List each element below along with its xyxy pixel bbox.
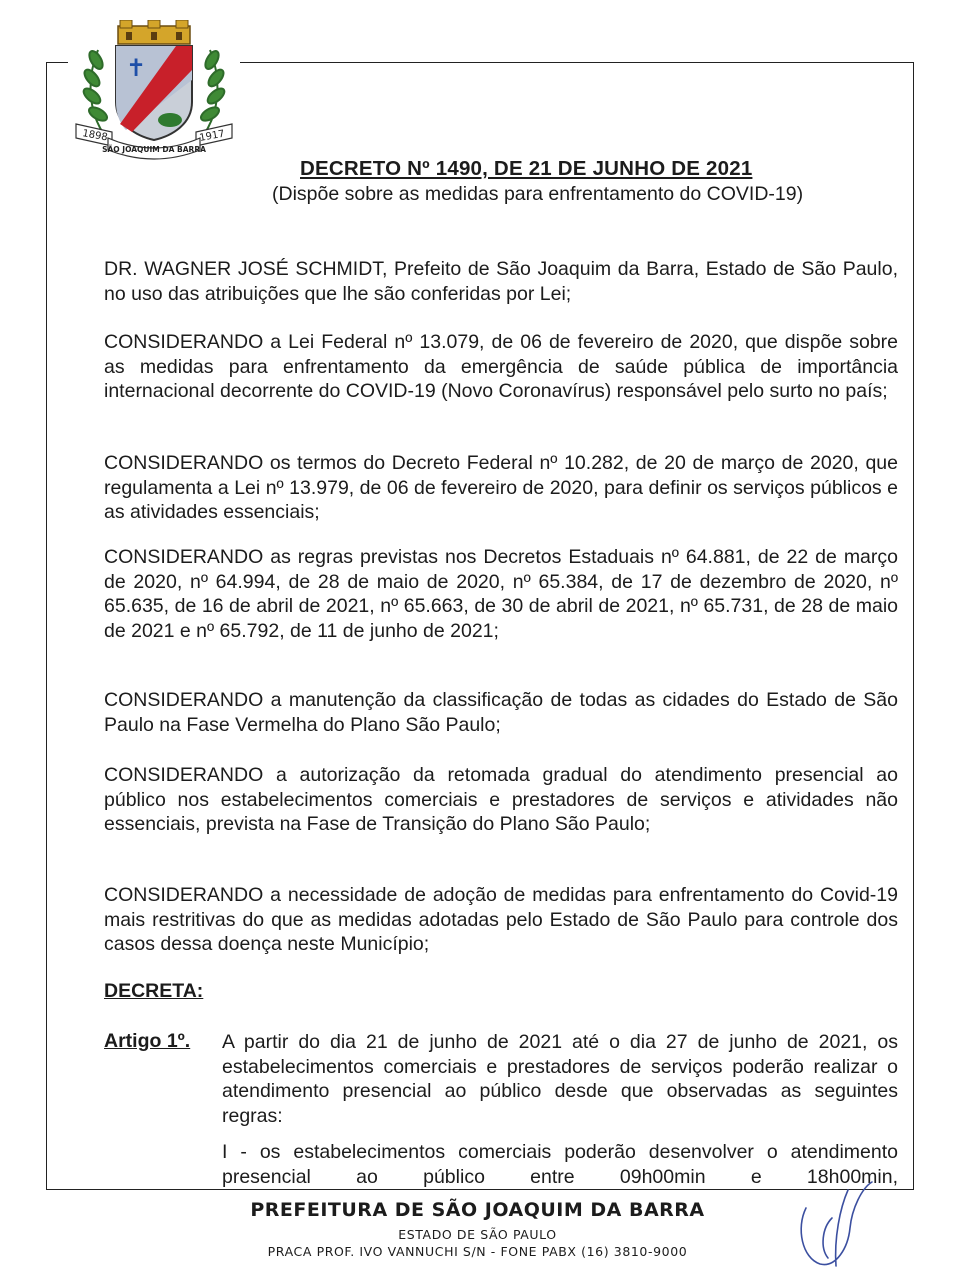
crest-year-left: 1898 xyxy=(81,128,109,144)
municipal-coat-of-arms xyxy=(68,20,240,160)
article-1-inciso-1: I - os estabelecimentos comerciais poderão desenvolver o atendimento presencial ao público entre 09h00min e 18h00min, xyxy=(222,1141,898,1188)
footer-address: PRACA PROF. IVO VANNUCHI S/N - FONE PABX (16) 3810-9000 xyxy=(267,1244,688,1259)
considerando-paragraph: CONSIDERANDO a autorização da retomada gradual do atendimento presencial ao público nos estabelecimentos comerciais e prestadores de serviços e atividades não essenciais, prevista na Fase de Transição do Plano São Paulo; xyxy=(104,764,898,835)
shield xyxy=(116,46,192,140)
decree-subtitle: (Dispõe sobre as medidas para enfrentamento do COVID-19) xyxy=(272,183,804,205)
mural-crown xyxy=(118,20,190,44)
considerando-paragraph: CONSIDERANDO os termos do Decreto Federal nº 10.282, de 20 de março de 2020, que regulamenta a Lei nº 13.979, de 06 de fevereiro de 2020, para definir os serviços públicos e as atividades essenciais; xyxy=(104,452,898,523)
considerando-paragraph: CONSIDERANDO a necessidade de adoção de medidas para enfrentamento do Covid-19 mais restritivas do que as medidas adotadas pelo Estado de São Paulo para controle dos casos dessa doença neste Município; xyxy=(104,884,898,955)
preamble-paragraph: DR. WAGNER JOSÉ SCHMIDT, Prefeito de São Joaquim da Barra, Estado de São Paulo, no uso das atribuições que lhe são conferidas por Lei; xyxy=(104,258,898,305)
considerando-paragraph: CONSIDERANDO a manutenção da classificação de todas as cidades do Estado de São Paulo na Fase Vermelha do Plano São Paulo; xyxy=(104,689,898,736)
article-1-text: A partir do dia 21 de junho de 2021 até o dia 27 de junho de 2021, os estabelecimentos comerciais e prestadores de serviços poderão realizar o atendimento presencial ao público desde que observadas as seguintes regras: xyxy=(222,1031,898,1127)
article-1-label: Artigo 1º. xyxy=(104,1030,191,1052)
footer-state: ESTADO DE SÃO PAULO xyxy=(398,1227,557,1242)
handwritten-signature xyxy=(792,1178,882,1270)
considerando-paragraph: CONSIDERANDO a Lei Federal nº 13.079, de 06 de fevereiro de 2020, que dispõe sobre as medidas para enfrentamento da emergência de saúde pública de importância internacional decorrente do COVID-19 (Novo Coronavírus) responsável pelo surto no país; xyxy=(104,331,898,402)
decree-title: DECRETO Nº 1490, DE 21 DE JUNHO DE 2021 xyxy=(300,157,753,180)
footer-prefeitura-name: PREFEITURA DE SÃO JOAQUIM DA BARRA xyxy=(250,1199,705,1221)
svg-text:✝: ✝ xyxy=(126,54,147,82)
considerando-paragraph: CONSIDERANDO as regras previstas nos Decretos Estaduais nº 64.881, de 22 de março de 2020, nº 64.994, de 28 de maio de 2020, nº 65.384, de 17 de dezembro de 2020, nº 65.635, de 16 de abril de 2021, nº 65.663, de 30 de abril de 2021, nº 65.731, de 28 de maio de 2021 e nº 65.792, de 11 de junho de 2021; xyxy=(104,546,898,642)
crest-motto: SÃO JOAQUIM DA BARRA xyxy=(102,145,206,154)
decreta-heading: DECRETA: xyxy=(104,980,204,1002)
crest-year-right: 1917 xyxy=(198,128,226,144)
